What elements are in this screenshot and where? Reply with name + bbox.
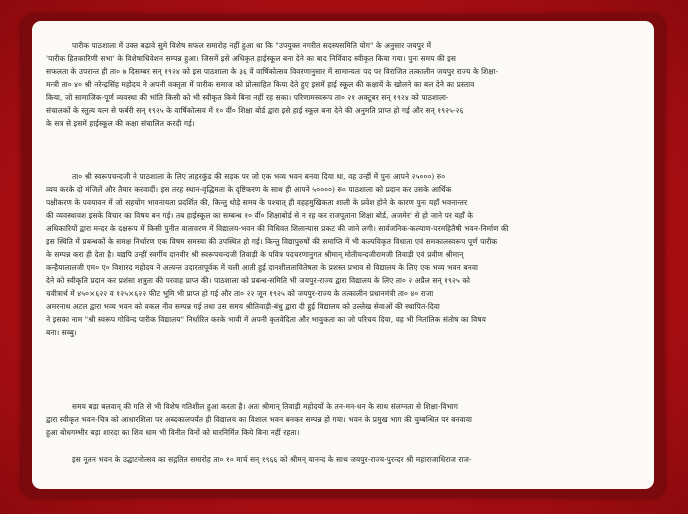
text-line: बना। सब्बु। — [46, 328, 77, 337]
text-line: पक्षीकरण के पवयावन में जो सहयोग भावनायता प्रदर्शित की, किन्तु थोड़े समय के पश्चात् ही वहहमुखिकता शाली के प्रवेश होने के कारण पुनः यहाँ भवनान्तर — [46, 198, 468, 207]
text-line: समय बड़ा बलवान् की गति से भी विशेष गतिशील हुआ करता है। अतः श्रीमान् तिवाड़ी महोदयों के तन-मन-धन के साथ संलग्नता से शिक्षा-विभाग — [72, 402, 459, 411]
text-line: ने इसका नाम "श्री स्वरूप गोविन्द पारीक विद्यालय" निर्धारित करके भावी में अपनी कृतवेदिता और भावुकता का जो परिचय दिया, वह भी नितांतिक संतोष का विषय — [46, 315, 487, 324]
text-line: अमरनाथ अटल द्वारा भव्य भवन को वकल नीव सम्पन्न गई तथा उस समय श्रीतिवाड़ी-बंधु द्वारा दी हुई विद्यालय को उल्लेख सेवाओं की स्थापित-दिवा — [46, 302, 440, 311]
text-line: पारीक पाठशाला में उक्त बढ़ावे सुमे विशेष सफल समारोह नहीं हुआ था कि "उपयुक्त नगरीत सदस्यसमिति योग" के अनुसार जयपुर में — [72, 41, 432, 50]
text-line: के सत्र से इसमें हाईस्कूल की कक्षा संचालित करदी गई। — [46, 119, 195, 128]
paragraph-1 — [46, 39, 640, 130]
text-line: मन्त्री ता० ४० श्री नरेन्द्रसिंह महोदय ने अपनी वक्तृता में पारीक समाज को प्रोत्साहित किया देते हुए इसमें हाई स्कूल की कक्षायें के खोलने का बल देने का प्रस्ताव — [46, 80, 475, 89]
paragraph-4 — [46, 453, 640, 466]
paragraph-3 — [46, 400, 640, 439]
text-line: 'पारीक हितकारिणी सभा' के विशेषाधिवेशन सम्पन्न हुआ। जिसमें इसे अधिकृत हाईस्कूल बना देने का बाद निर्विवाद स्वीकृत किया गया। पुनः समय की इस — [46, 54, 456, 63]
text-line: द्वारा स्वीकृत भवन-चित्र को आधारशिला पर अब्दकालपर्यंत ही विद्यालय का विशाल भवन बनकर सम्पन्न हो गया। भवन के प्रमुख भाग की चुम्बन्धित पर बनवाया — [46, 415, 473, 424]
text-line: देने को स्वीकृति प्रदान कर प्रशंसा शत्रुता की परवाह प्राप्त की। पाठशाला को प्रबन्ध-समिति भी जयपुर-राज्य द्वारा विद्यालय के लिए ता० २ अप्रैल सन् १९२५ को — [46, 276, 471, 285]
text-line: की व्यवस्थावश इसके विचार का विषय बन गई। तब हाईस्कूल का सम्बन्ध १० वीं० शिक्षाबोर्ड से न रह कर राजपूताना शिक्षा बोर्ड, अजमेर' से हो जाने पर यहाँ के — [46, 211, 474, 220]
text-line: कन्हैयालालजी एम० ए० विशारद महोदय ने अत्यन्त उदारतापूर्वक में चली आती हुई दानशीलतावितेषता के प्रशस्त प्रभाव से विद्यालय के लिए एक भव्य भवन बनवा — [46, 263, 478, 272]
text-line: सफलता के उपरान्त ही ता० ७ दिसम्बर सन् १९२४ को इस पाठशाला के ३६ वें वार्षिकोत्सव विवरणानुसार में सामान्यतः पद पर विराजित तत्कालीन जयपुर राज्य के शिक्षा- — [46, 67, 499, 76]
text-line: व्यय करके दो मंजिलें और तैयार करवादीं। इस तरह स्थान-वृद्धिमता के दृष्टिकरण के साथ ही आपने ५००००) रु० पाठशाला को प्रदान कर उसके आर्थिक — [46, 185, 452, 194]
text-line: संचालकों के स्तुत्य यत्न से फर्बरी सन् १९२५ के वार्षिकोत्सव में १० वीं० शिक्षा बोर्ड द्वारा इसे हाई स्कूल बना देने की अनुमति प्राप्त हो गई और सन् १९२५-२६ — [46, 106, 464, 115]
text-line: इस स्थिति में प्रबन्धकों के समक्ष निर्धारण एक विषम समस्या की उपस्थित हो गई। किन्तु विद्यापुरुषों की समाप्ति में भी कल्पविकृत विधाता एवं समकालस्वरूप पूर्ण पारीक — [46, 237, 498, 246]
text-line: किया, जो सामाजिक-पूर्ण व्यवस्था की भांति किसी को भी स्वीकृत किये बिना नहीं रह सका। परिणामस्वरूप ता० २१ अक्टूबर सन् १९२४ को पाठशाला- — [46, 93, 449, 102]
text-line: ता० श्री स्वरूपचन्दजी ने पाठशाला के लिए ताहरकुंड की सड़क पर जो एक भव्य भवन बनवा दिया था, वह उन्हीं में पुनः आपने २५०००) रु० — [72, 172, 446, 181]
document-page — [32, 21, 654, 489]
text-line: अधिकारियों द्वारा मन्दर के दक्षरूप में किसी पुनीत वातावरण में विद्यालय-भवन की विधिवत शिलान्यास प्रकट की जाने लगी। सार्वजनिक-कल्याण-परमहितैषी भवन-निर्माण की — [46, 224, 509, 233]
text-line: के सम्पन्न करा ही देता है। यद्यपि उन्हीं स्वर्गीय दानवीर श्री स्वरूपचन्दजी तिवाड़ी के पवित्र पदचरणानुगत श्रीमान् मोतीचन्दजीरामजी तिवाड़ी एवं प्रवीण श्रीमान् — [46, 250, 464, 259]
text-line: इस नूतन भवन के उद्घाटनोत्सव का सद्गतित समारोह ता० १० मार्च सन् १९६६ को श्रीमन् यानन्द के साथ जयपुर-राज्य-पुरन्दर श्री महाराजाधिराज राज- — [72, 455, 472, 464]
text-line: चवीत्रार्थ में ४५०×६२२ व १२५×६२२ फीट भूमि भी प्राप्त हो गई और ता० २२ जून १९२५ को जयपुर-राज्य के तत्कालीन प्रधानमंत्री ता० ४० राजा — [46, 289, 434, 298]
paragraph-2 — [46, 170, 640, 339]
text-line: हुआ बोधगम्भीर बड़ा शारदा का शिव धाम भी विनीत विनों को घारनिर्मित किये बिना नहीं रहता। — [46, 428, 300, 437]
